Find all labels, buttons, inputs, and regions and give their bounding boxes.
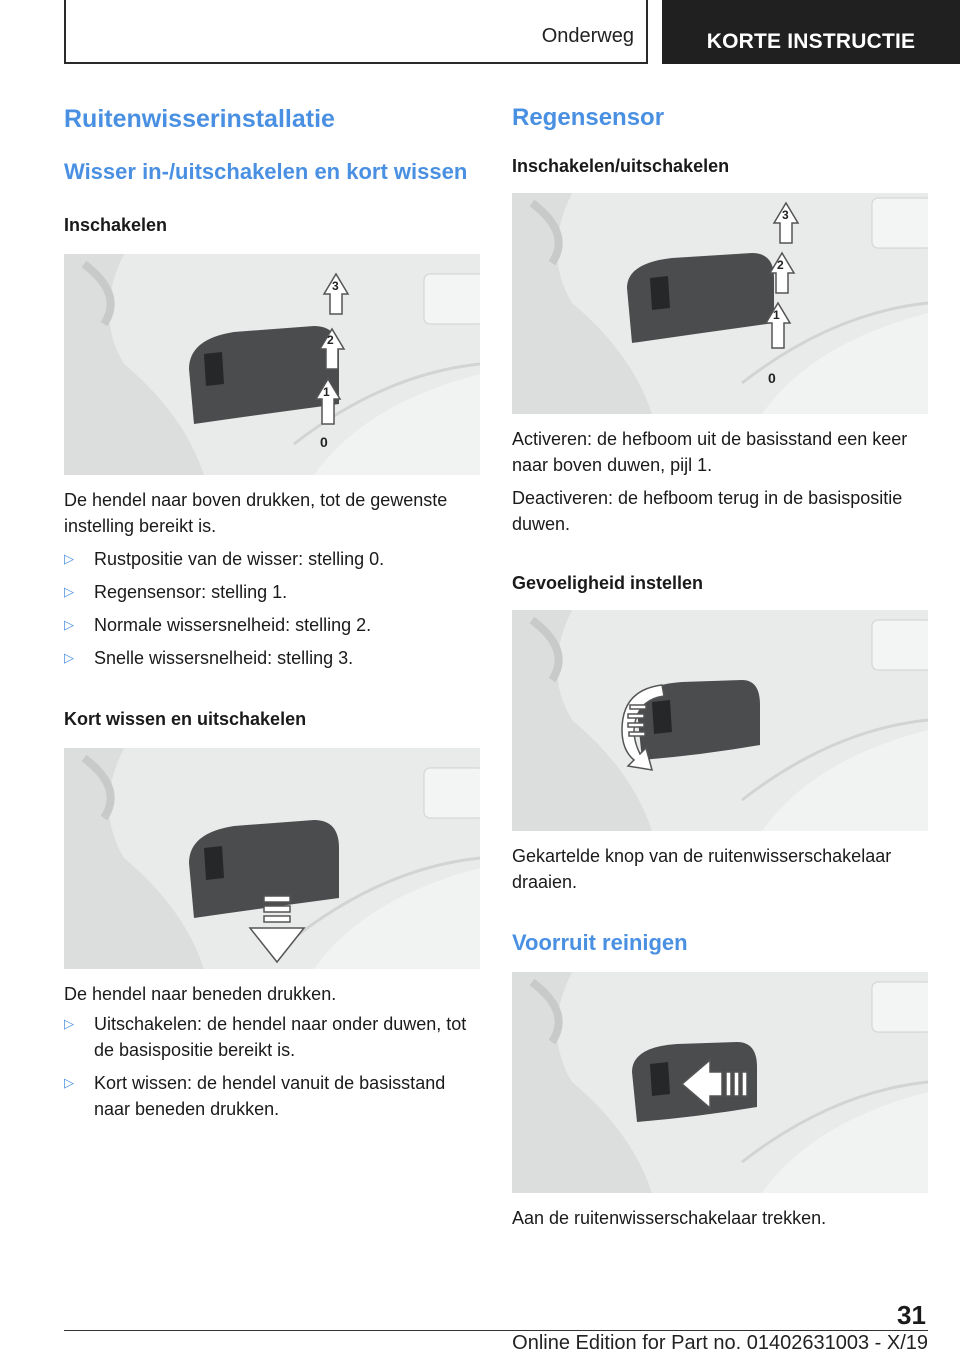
figure-lever-up <box>64 254 480 475</box>
list-item <box>64 579 480 605</box>
figure-lever-down <box>64 748 480 969</box>
heading-inschakelen-uitschakelen: Inschakelen/uitschakelen <box>512 156 730 176</box>
section-title-regensensor: Regensensor <box>512 104 665 131</box>
list-item <box>64 645 480 671</box>
list-item <box>64 1011 480 1063</box>
paragraph: Aan de ruitenwisserschakelaar trekken. <box>512 1208 827 1228</box>
triangle-bullet-icon: ▷ <box>64 1016 74 1031</box>
list-item-text: Kort wissen: de hendel vanuit de basisstand naar beneden drukken. <box>94 1073 446 1119</box>
bullet-list <box>64 1011 480 1122</box>
list-item <box>64 546 480 572</box>
figure-label: 3 <box>782 208 789 222</box>
figure-gevoeligheid <box>512 610 928 831</box>
list-item-text: Normale wissersnelheid: stelling 2. <box>94 615 372 635</box>
figure-label: 0 <box>768 370 776 386</box>
section-subtitle: Wisser in-/uitschakelen en kort wissen <box>64 159 468 184</box>
footer-divider <box>64 1330 928 1331</box>
list-item <box>64 1070 480 1122</box>
list-item-text: Uitschakelen: de hendel naar onder duwen, tot de basispositie bereikt is. <box>94 1014 467 1060</box>
list-item-text: Snelle wissersnelheid: stelling 3. <box>94 648 354 668</box>
paragraph: De hendel naar beneden drukken. <box>64 984 337 1004</box>
triangle-bullet-icon: ▷ <box>64 1075 74 1090</box>
list-item-text: Rustpositie van de wisser: stelling 0. <box>94 549 385 569</box>
heading-gevoeligheid: Gevoeligheid instellen <box>512 573 704 593</box>
triangle-bullet-icon: ▷ <box>64 551 74 566</box>
figure-label: 1 <box>323 385 330 399</box>
figure-label: 0 <box>320 434 328 450</box>
heading-inschakelen: Inschakelen <box>64 215 168 235</box>
page-number: 31 <box>897 1300 926 1330</box>
triangle-bullet-icon: ▷ <box>64 650 74 665</box>
figure-voorruit <box>512 972 928 1193</box>
figure-label: 1 <box>773 308 780 322</box>
page-title: Ruitenwisserinstallatie <box>64 105 335 133</box>
figure-label: 3 <box>332 279 339 293</box>
bullet-list <box>64 546 480 671</box>
figure-regensensor <box>512 193 928 414</box>
section-title: Onderweg <box>541 25 634 47</box>
right-column <box>512 100 928 1231</box>
header-bar <box>64 0 648 64</box>
figure-label: 2 <box>777 258 784 272</box>
list-item <box>64 612 480 638</box>
paragraph: De hendel naar boven drukken, tot de gewenste instelling bereikt is. <box>64 490 448 536</box>
paragraph: Activeren: de hefboom uit de basisstand een keer naar boven duwen, pijl 1. <box>512 429 908 475</box>
section-title-voorruit: Voorruit reinigen <box>512 930 688 955</box>
paragraph: Deactiveren: de hefboom terug in de basispositie duwen. <box>512 488 903 534</box>
left-column <box>64 100 480 1122</box>
triangle-bullet-icon: ▷ <box>64 617 74 632</box>
figure-label: 2 <box>327 333 334 347</box>
paragraph: Gekartelde knop van de ruitenwisserschakelaar draaien. <box>512 846 892 892</box>
footer-edition: Online Edition for Part no. 01402631003 - X/19 <box>512 1332 928 1354</box>
heading-kort-wissen: Kort wissen en uitschakelen <box>64 709 307 729</box>
chapter-tab: KORTE INSTRUCTIE <box>662 0 960 64</box>
triangle-bullet-icon: ▷ <box>64 584 74 599</box>
list-item-text: Regensensor: stelling 1. <box>94 582 288 602</box>
